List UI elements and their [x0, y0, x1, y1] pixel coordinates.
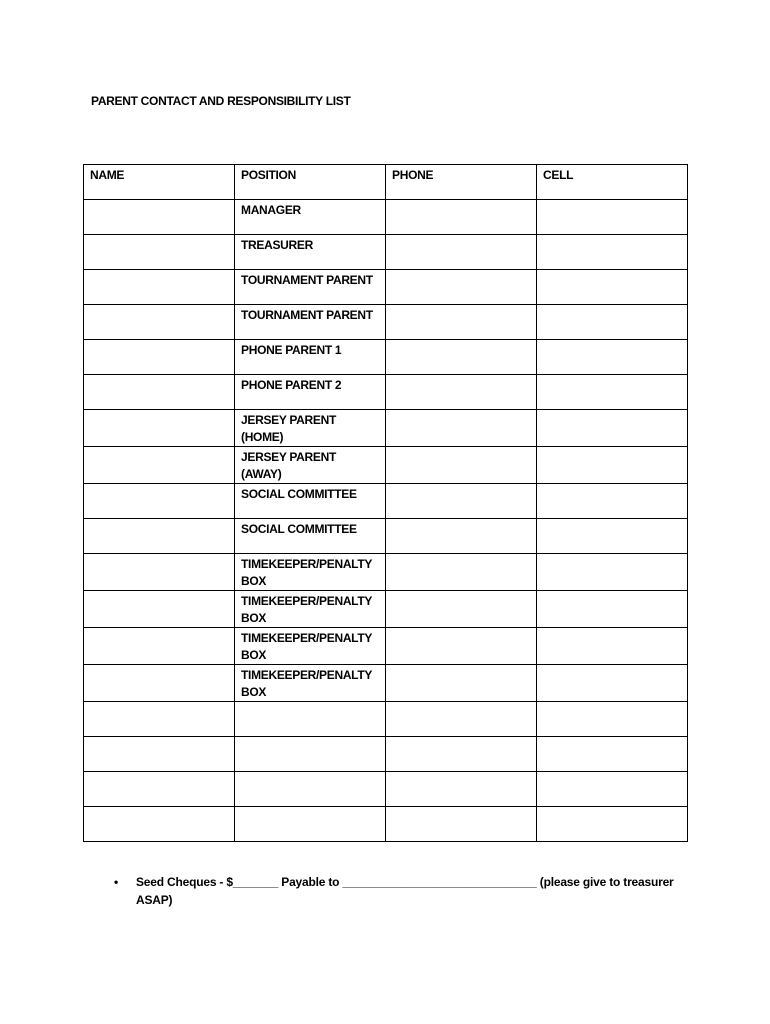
table-row — [84, 340, 688, 375]
cell-phone[interactable] — [386, 447, 537, 484]
cell-name[interactable] — [84, 375, 235, 410]
table-row — [84, 305, 688, 340]
table-row — [84, 270, 688, 305]
cell-phone[interactable] — [386, 484, 537, 519]
cell-position: SOCIAL COMMITTEE — [235, 519, 386, 554]
cell-position: JERSEY PARENT (AWAY) — [235, 447, 386, 484]
cell-name[interactable] — [84, 447, 235, 484]
table-row — [84, 200, 688, 235]
cell-phone[interactable] — [386, 628, 537, 665]
cell-name[interactable] — [84, 591, 235, 628]
cell-phone[interactable] — [386, 554, 537, 591]
cell-position — [235, 702, 386, 737]
cell-cell[interactable] — [537, 410, 688, 447]
cell-name[interactable] — [84, 772, 235, 807]
cell-cell[interactable] — [537, 807, 688, 842]
seed-cheques-note — [114, 873, 674, 909]
cell-name[interactable] — [84, 665, 235, 702]
cell-position: TIMEKEEPER/PENALTY BOX — [235, 591, 386, 628]
cell-cell[interactable] — [537, 200, 688, 235]
table-row — [84, 554, 688, 591]
table-row — [84, 375, 688, 410]
cell-position: PHONE PARENT 1 — [235, 340, 386, 375]
cell-position: TIMEKEEPER/PENALTY BOX — [235, 628, 386, 665]
table-row — [84, 519, 688, 554]
cell-cell[interactable] — [537, 554, 688, 591]
header-position: POSITION — [235, 165, 386, 200]
table-body — [84, 200, 688, 842]
cell-name[interactable] — [84, 484, 235, 519]
cell-position: TOURNAMENT PARENT — [235, 270, 386, 305]
cell-position: TREASURER — [235, 235, 386, 270]
cell-name[interactable] — [84, 270, 235, 305]
cell-name[interactable] — [84, 702, 235, 737]
cell-cell[interactable] — [537, 270, 688, 305]
contact-table — [83, 164, 688, 842]
table-row — [84, 447, 688, 484]
table-row — [84, 484, 688, 519]
header-name: NAME — [84, 165, 235, 200]
cell-position: TOURNAMENT PARENT — [235, 305, 386, 340]
cell-phone[interactable] — [386, 702, 537, 737]
cell-name[interactable] — [84, 410, 235, 447]
cell-cell[interactable] — [537, 375, 688, 410]
cell-cell[interactable] — [537, 628, 688, 665]
cell-cell[interactable] — [537, 665, 688, 702]
cell-phone[interactable] — [386, 375, 537, 410]
cell-position — [235, 807, 386, 842]
cell-phone[interactable] — [386, 772, 537, 807]
cell-position: TIMEKEEPER/PENALTY BOX — [235, 665, 386, 702]
cell-name[interactable] — [84, 807, 235, 842]
cell-cell[interactable] — [537, 484, 688, 519]
cell-position — [235, 737, 386, 772]
table-header-row — [84, 165, 688, 200]
page-title: PARENT CONTACT AND RESPONSIBILITY LIST — [91, 94, 351, 108]
table-row — [84, 772, 688, 807]
cell-phone[interactable] — [386, 200, 537, 235]
seed-cheques-text: Seed Cheques - $_______ Payable to ______________________________ (please give to treasurer ASAP) — [136, 875, 674, 907]
header-cell: CELL — [537, 165, 688, 200]
cell-name[interactable] — [84, 340, 235, 375]
cell-phone[interactable] — [386, 270, 537, 305]
cell-cell[interactable] — [537, 340, 688, 375]
cell-cell[interactable] — [537, 447, 688, 484]
cell-name[interactable] — [84, 519, 235, 554]
table-row — [84, 591, 688, 628]
cell-position: MANAGER — [235, 200, 386, 235]
table-row — [84, 665, 688, 702]
table-row — [84, 235, 688, 270]
cell-cell[interactable] — [537, 519, 688, 554]
cell-phone[interactable] — [386, 305, 537, 340]
bullet-icon: • — [114, 875, 119, 889]
cell-phone[interactable] — [386, 737, 537, 772]
cell-name[interactable] — [84, 737, 235, 772]
cell-name[interactable] — [84, 235, 235, 270]
cell-name[interactable] — [84, 554, 235, 591]
cell-cell[interactable] — [537, 702, 688, 737]
cell-phone[interactable] — [386, 235, 537, 270]
table-row — [84, 410, 688, 447]
cell-phone[interactable] — [386, 807, 537, 842]
cell-phone[interactable] — [386, 665, 537, 702]
cell-position — [235, 772, 386, 807]
cell-cell[interactable] — [537, 737, 688, 772]
cell-name[interactable] — [84, 628, 235, 665]
cell-phone[interactable] — [386, 410, 537, 447]
cell-position: SOCIAL COMMITTEE — [235, 484, 386, 519]
cell-cell[interactable] — [537, 235, 688, 270]
header-phone: PHONE — [386, 165, 537, 200]
table-row — [84, 628, 688, 665]
cell-position: PHONE PARENT 2 — [235, 375, 386, 410]
cell-cell[interactable] — [537, 591, 688, 628]
table-row — [84, 807, 688, 842]
table-row — [84, 737, 688, 772]
cell-cell[interactable] — [537, 772, 688, 807]
cell-name[interactable] — [84, 305, 235, 340]
cell-position: JERSEY PARENT (HOME) — [235, 410, 386, 447]
cell-position: TIMEKEEPER/PENALTY BOX — [235, 554, 386, 591]
cell-phone[interactable] — [386, 591, 537, 628]
cell-cell[interactable] — [537, 305, 688, 340]
cell-phone[interactable] — [386, 340, 537, 375]
table-row — [84, 702, 688, 737]
cell-name[interactable] — [84, 200, 235, 235]
cell-phone[interactable] — [386, 519, 537, 554]
